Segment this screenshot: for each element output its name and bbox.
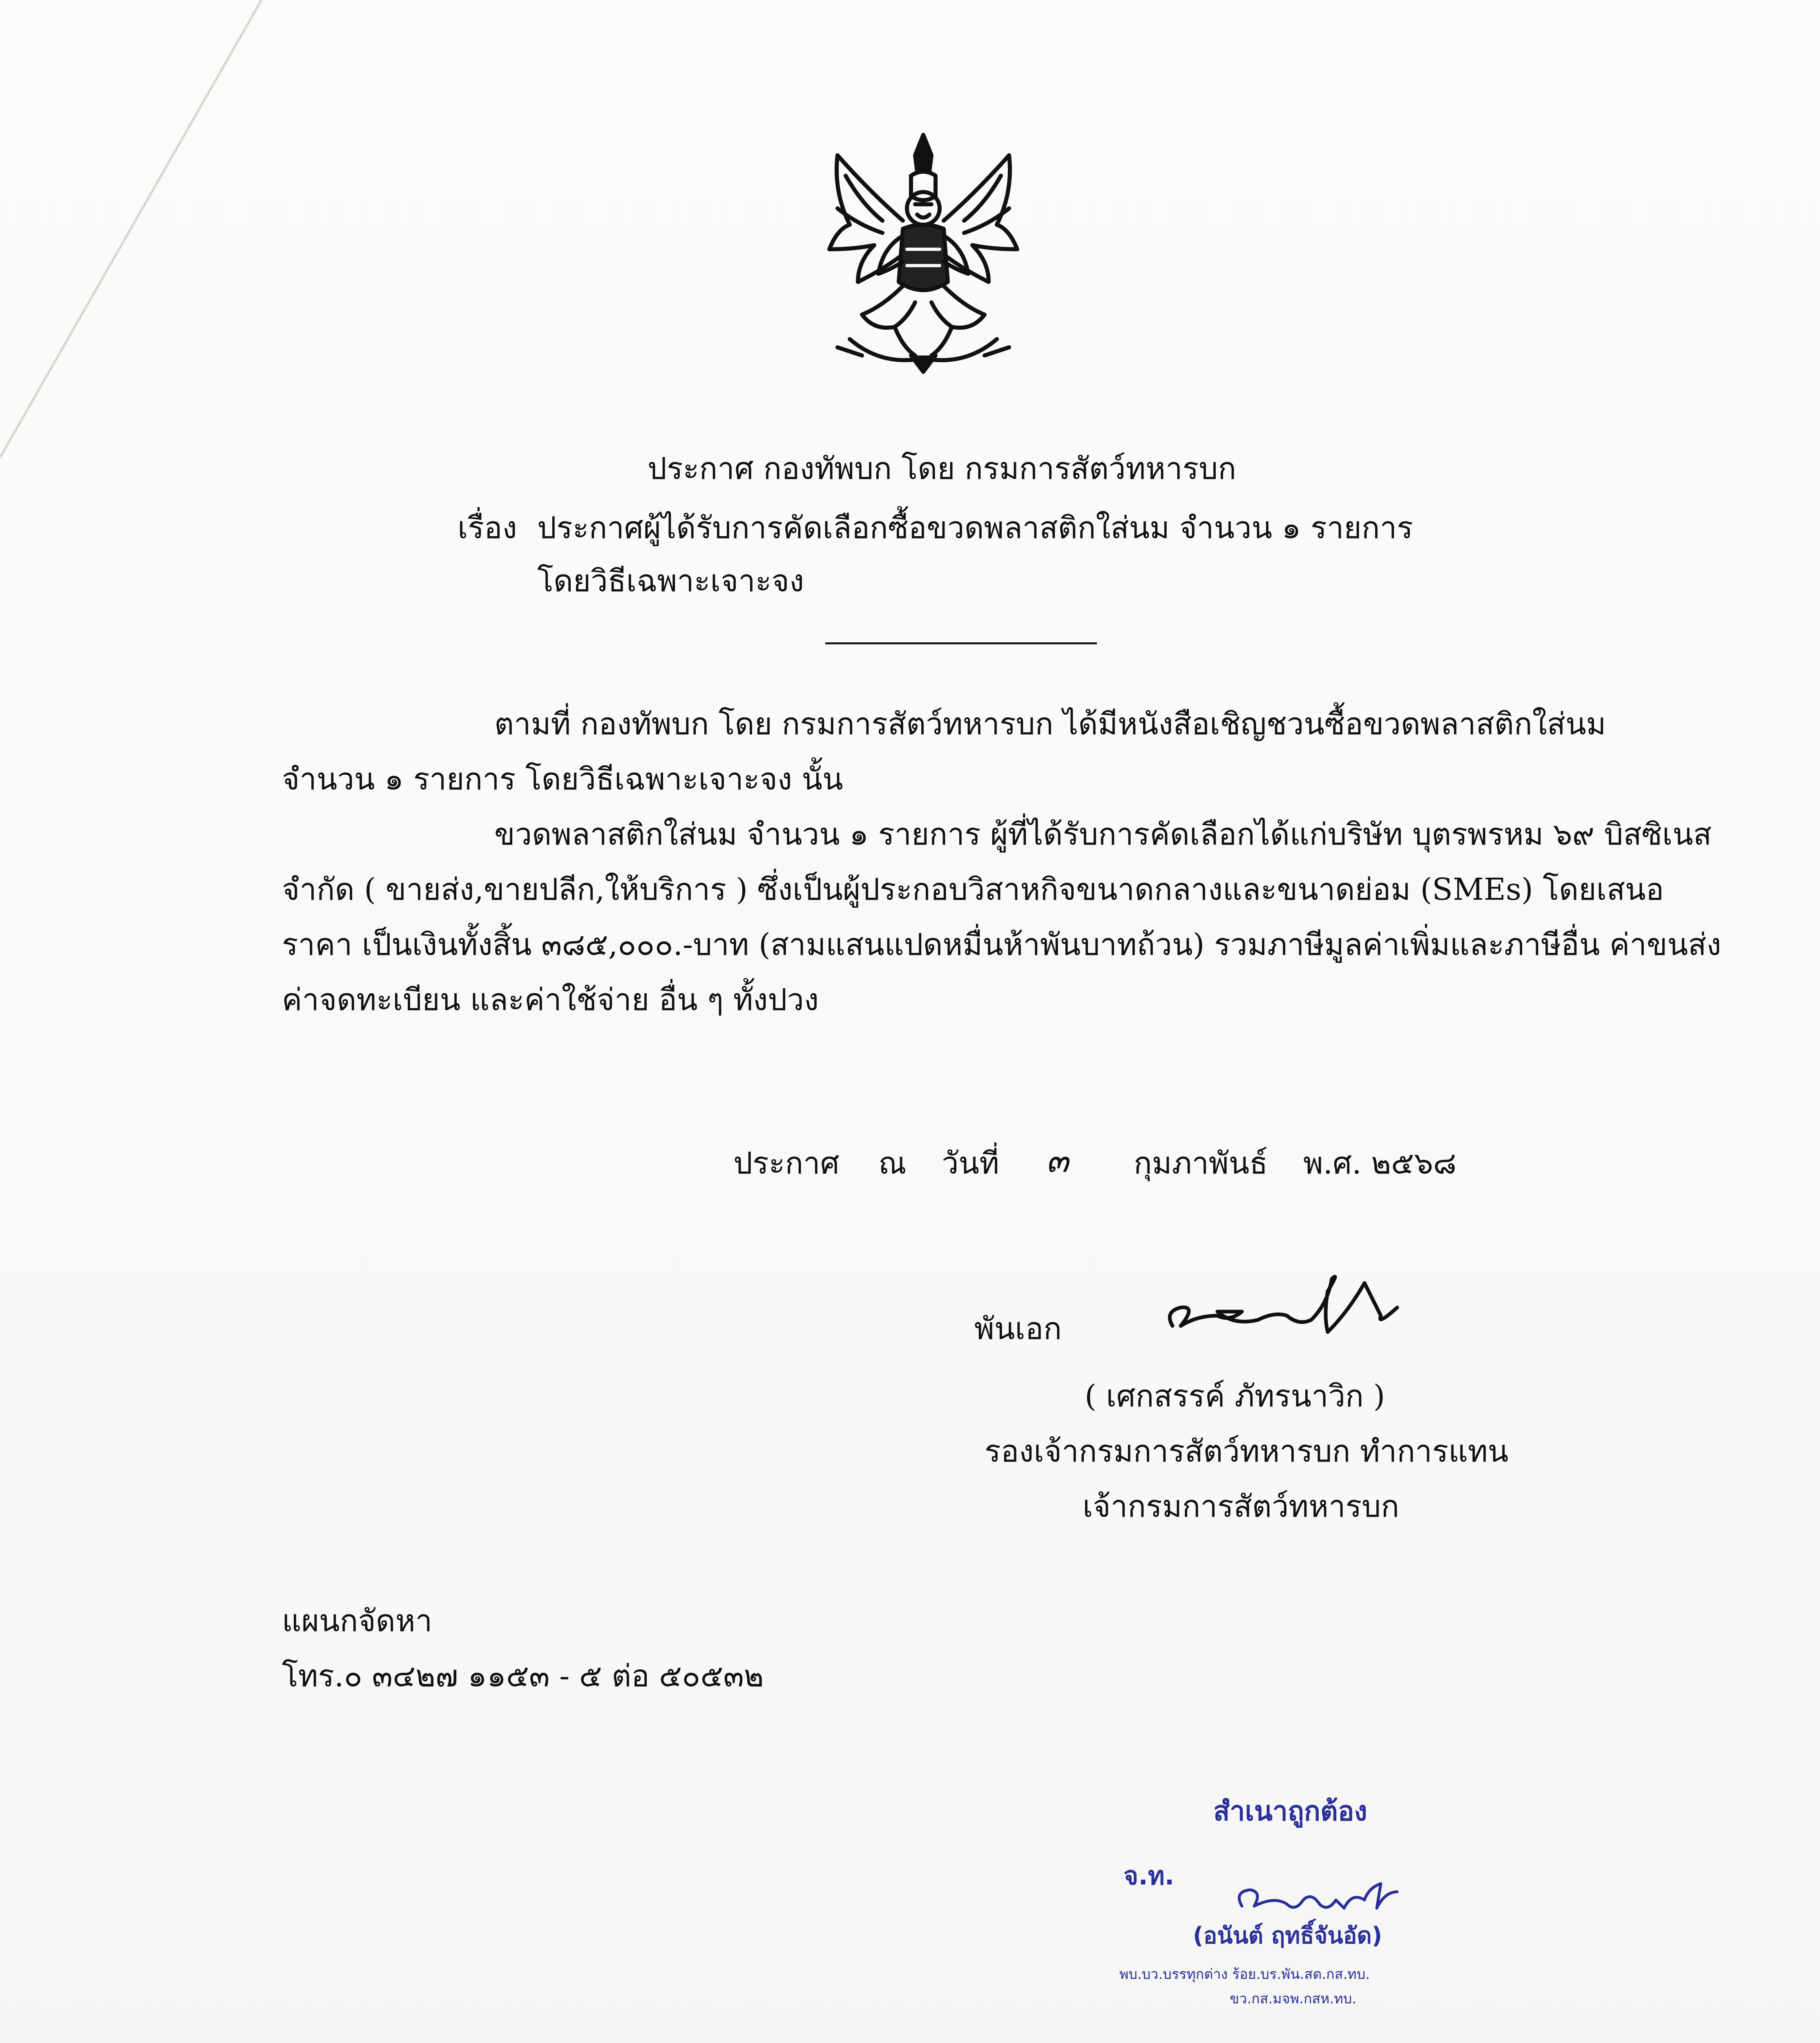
paragraph-2-line-3: ราคา เป็นเงินทั้งสิ้น ๓๘๕,๐๐๐.-บาท (สามแสนแปดหมื่นห้าพันบาทถ้วน) รวมภาษีมูลค่าเพิ่มและภาษีอื่น ค่าขนส่ง	[282, 927, 1722, 962]
date-day: ๓	[1046, 1141, 1069, 1180]
certifier-position-line-2: ขว.กส.มจพ.กสห.ทบ.	[1230, 1991, 1357, 2007]
date-year: พ.ศ. ๒๕๖๘	[1303, 1146, 1457, 1181]
paragraph-1-line-2: จำนวน ๑ รายการ โดยวิธีเฉพาะเจาะจง นั้น	[282, 762, 843, 797]
date-month: กุมภาพันธ์	[1134, 1146, 1268, 1181]
contact-phone: โทร.๐ ๓๔๒๗ ๑๑๕๓ - ๕ ต่อ ๕๐๕๓๒	[282, 1659, 764, 1694]
certified-copy-title: สำเนาถูกต้อง	[1213, 1795, 1367, 1827]
subject-line-1: ประกาศผู้ได้รับการคัดเลือกซื้อขวดพลาสติกใส่นม จำนวน ๑ รายการ	[537, 510, 1413, 545]
paragraph-2-line-2: จำกัด ( ขายส่ง,ขายปลีก,ให้บริการ ) ซึ่งเป็นผู้ประกอบวิสาหกิจขนาดกลางและขนาดย่อม (SMEs) โดยเสนอ	[282, 872, 1664, 907]
signatory-position-line-1: รองเจ้ากรมการสัตว์ทหารบก ทำการแทน	[985, 1434, 1509, 1469]
announcer-heading: ประกาศ กองทัพบก โดย กรมการสัตว์ทหารบก	[648, 451, 1237, 486]
paragraph-2-line-4: ค่าจดทะเบียน และค่าใช้จ่าย อื่น ๆ ทั้งปวง	[282, 982, 819, 1017]
date-announced-label: ประกาศ	[733, 1146, 840, 1181]
paragraph-1-line-1: ตามที่ กองทัพบก โดย กรมการสัตว์ทหารบก ได้มีหนังสือเชิญชวนซื้อขวดพลาสติกใส่นม	[494, 706, 1606, 742]
signatory-rank: พันเอก	[974, 1311, 1062, 1346]
subject-line-2: โดยวิธีเฉพาะเจาะจง	[537, 563, 804, 599]
handwritten-signature	[1136, 1254, 1422, 1361]
department-name: แผนกจัดหา	[282, 1603, 433, 1638]
certifier-position-line-1: พบ.บว.บรรทุกต่าง ร้อย.บร.พัน.สต.กส.ทบ.	[1119, 1966, 1370, 1983]
signatory-name: ( เศกสรรค์ ภัทรนาวิก )	[1085, 1379, 1385, 1414]
date-day-label: วันที่	[942, 1146, 999, 1181]
garuda-emblem-icon	[813, 127, 1034, 380]
paragraph-2-line-1: ขวดพลาสติกใส่นม จำนวน ๑ รายการ ผู้ที่ได้รับการคัดเลือกได้แก่บริษัท บุตรพรหม ๖๙ บิสซิเนส	[494, 817, 1712, 852]
paper-fold-line	[0, 0, 286, 490]
subject-label: เรื่อง	[458, 510, 517, 545]
date-at-label: ณ	[878, 1146, 907, 1181]
certifier-signature	[1230, 1867, 1409, 1929]
signatory-position-line-2: เจ้ากรมการสัตว์ทหารบก	[1083, 1489, 1400, 1524]
header-divider	[825, 642, 1097, 644]
certifier-name: (อนันต์ ฤทธิ์จันอัด)	[1193, 1922, 1382, 1949]
certifier-rank: จ.ท.	[1123, 1861, 1175, 1891]
